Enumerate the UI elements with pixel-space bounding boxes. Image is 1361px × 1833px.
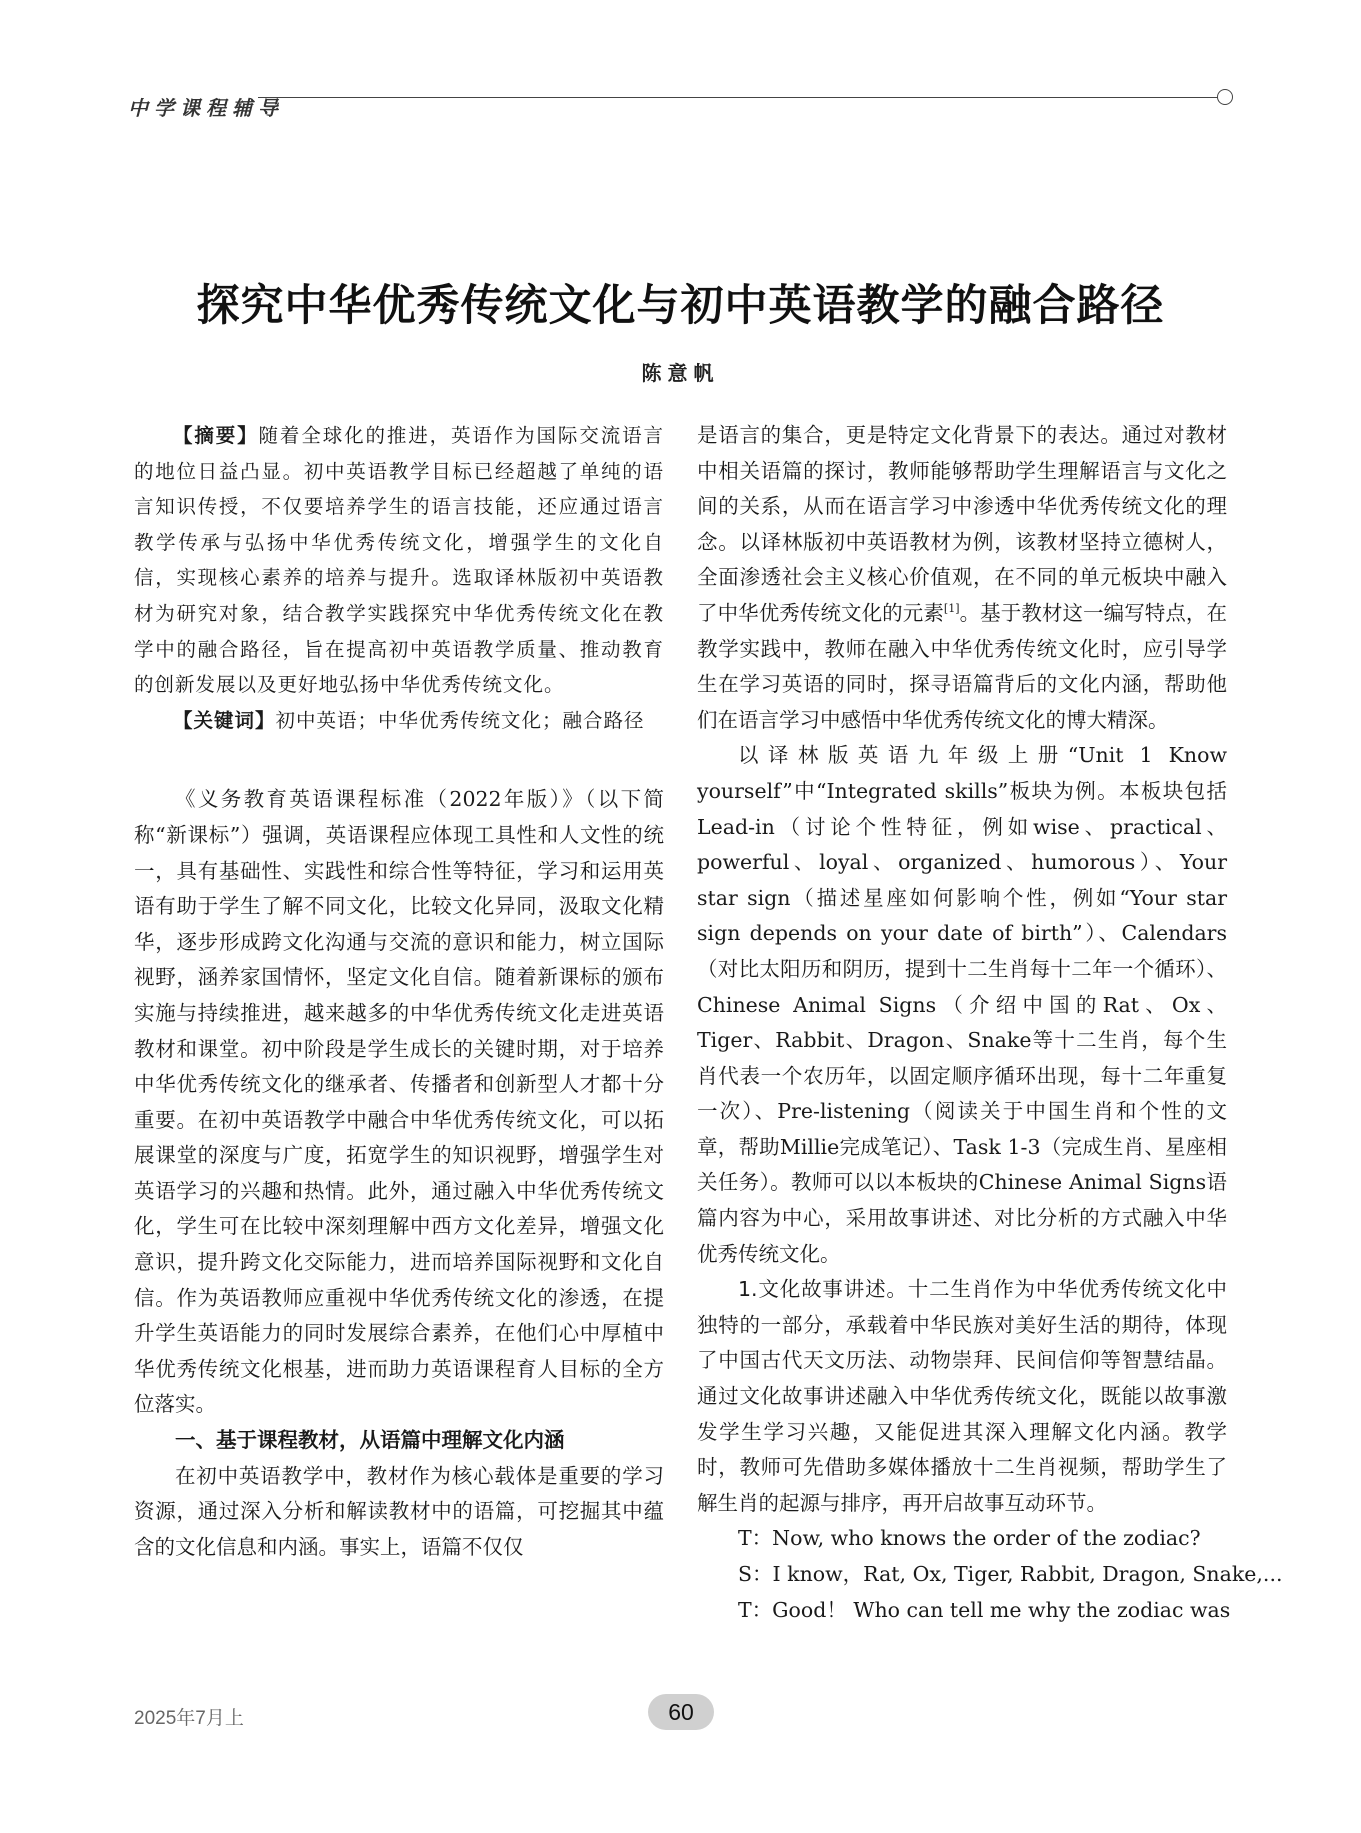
paragraph-continued-a: 是语言的集合，更是特定文化背景下的表达。通过对教材中相关语篇的探讨，教师能够帮助学生理解语言与文化之间的关系，从而在语言学习中渗透中华优秀传统文化的理念。以译林版初中英语教材为例，该教材坚持立德树人，全面渗透社会主义核心价值观，在不同的单元板块中融入了中华优秀传统文化的元素 xyxy=(697,423,1227,625)
article-title: 探究中华优秀传统文化与初中英语教学的融合路径 xyxy=(196,281,1165,331)
citation-ref: [1] xyxy=(943,602,960,616)
example-paragraph: 以译林版英语九年级上册“Unit 1 Know yourself”中“Integrated skills”板块为例。本板块包括Lead-in（讨论个性特征，例如wise、practical、powerful、loyal、organized、humorous）、Your star sign（描述星座如何影响个性，例如“Your star sign depends on your date of birth”）、Calendars（对比太阳历和阴历，提到十二生肖每十二年一个循环）、Chinese Animal Signs（介绍中国的Rat、Ox、Tiger、Rabbit、Dragon、Snake等十二生肖，每个生肖代表一个农历年，以固定顺序循环出现，每十二年重复一次）、Pre-listening（阅读关于中国生肖和个性的文章，帮助Millie完成笔记）、Task 1-3（完成生肖、星座相关任务）。教师可以以本板块的Chinese Animal Signs语篇内容为中心，采用故事讲述、对比分析的方式融入中华优秀传统文化。 xyxy=(697,743,1227,1266)
right-column xyxy=(697,418,1283,1628)
keywords-label: 【关键词】 xyxy=(173,708,276,732)
keywords-text: 初中英语；中华优秀传统文化；融合路径 xyxy=(275,708,645,732)
section1-paragraph: 在初中英语教学中，教材作为核心载体是重要的学习资源，通过深入分析和解读教材中的语篇，可挖掘其中蕴含的文化信息和内涵。事实上，语篇不仅仅 xyxy=(134,1463,664,1559)
intro-paragraph: 《义务教育英语课程标准（2022年版）》（以下简称“新课标”）强调，英语课程应体现工具性和人文性的统一，具有基础性、实践性和综合性等特征，学习和运用英语有助于学生了解不同文化，比较文化异同，汲取文化精华，逐步形成跨文化沟通与交流的意识和能力，树立国际视野，涵养家国情怀，坚定文化自信。随着新课标的颁布实施与持续推进，越来越多的中华优秀传统文化走进英语教材和课堂。初中阶段是学生成长的关键时期，对于培养中华优秀传统文化的继承者、传播者和创新型人才都十分重要。在初中英语教学中融合中华优秀传统文化，可以拓展课堂的深度与广度，拓宽学生的知识视野，增强学生对英语学习的兴趣和热情。此外，通过融入中华优秀传统文化，学生可在比较中深刻理解中西方文化差异，增强文化意识，提升跨文化交际能力，进而培养国际视野和文化自信。作为英语教师应重视中华优秀传统文化的渗透，在提升学生英语能力的同时发展综合素养，在他们心中厚植中华优秀传统文化根基，进而助力英语课程育人目标的全方位落实。 xyxy=(134,787,664,1417)
paragraph-continued-b: 。基于教材这一编写特点，在教学实践中，教师在融入中华优秀传统文化时，应引导学生在学习英语的同时，探寻语篇背后的文化内涵，帮助他们在语言学习中感悟中华优秀传统文化的博大精深。 xyxy=(697,600,1228,732)
left-column xyxy=(134,418,664,1565)
dialog-line: S：I know，Rat, Ox, Tiger, Rabbit, Dragon, Snake,... xyxy=(738,1562,1283,1586)
subsection-paragraph xyxy=(697,1272,1227,1521)
section-heading-1: 一、基于课程教材，从语篇中理解文化内涵 xyxy=(175,1428,565,1453)
article-author: 陈意帆 xyxy=(641,361,720,385)
header-circle-ornament xyxy=(1217,89,1233,105)
abstract xyxy=(134,418,664,703)
subsection-text: 十二生肖作为中华优秀传统文化中独特的一部分，承载着中华民族对美好生活的期待，体现了中国古代天文历法、动物崇拜、民间信仰等智慧结晶。通过文化故事讲述融入中华优秀传统文化，既能以故事激发学生学习兴趣，又能促进其深入理解文化内涵。教学时，教师可先借助多媒体播放十二生肖视频，帮助学生了解生肖的起源与排序，再开启故事互动环节。 xyxy=(697,1277,1227,1515)
dialog-line: T：Now, who knows the order of the zodiac? xyxy=(738,1526,1201,1551)
journal-name: 中学课程辅导 xyxy=(128,96,284,120)
header-rule xyxy=(258,97,1218,98)
subsection-label: 1.文化故事讲述。 xyxy=(738,1277,908,1302)
dialog-line: T：Good！ Who can tell me why the zodiac was xyxy=(738,1597,1231,1622)
page-number: 60 xyxy=(648,1694,714,1730)
abstract-text: 随着全球化的推进，英语作为国际交流语言的地位日益凸显。初中英语教学目标已经超越了单纯的语言知识传授，不仅要培养学生的语言技能，还应通过语言教学传承与弘扬中华优秀传统文化，增强学生的文化自信，实现核心素养的培养与提升。选取译林版初中英语教材为研究对象，结合教学实践探究中华优秀传统文化在教学中的融合路径，旨在提高初中英语教学质量、推动教育的创新发展以及更好地弘扬中华优秀传统文化。 xyxy=(134,424,664,697)
abstract-label: 【摘要】 xyxy=(173,424,259,447)
footer-date: 2025年7月上 xyxy=(134,1708,244,1729)
paragraph-continued xyxy=(697,418,1227,738)
keywords xyxy=(134,703,664,739)
